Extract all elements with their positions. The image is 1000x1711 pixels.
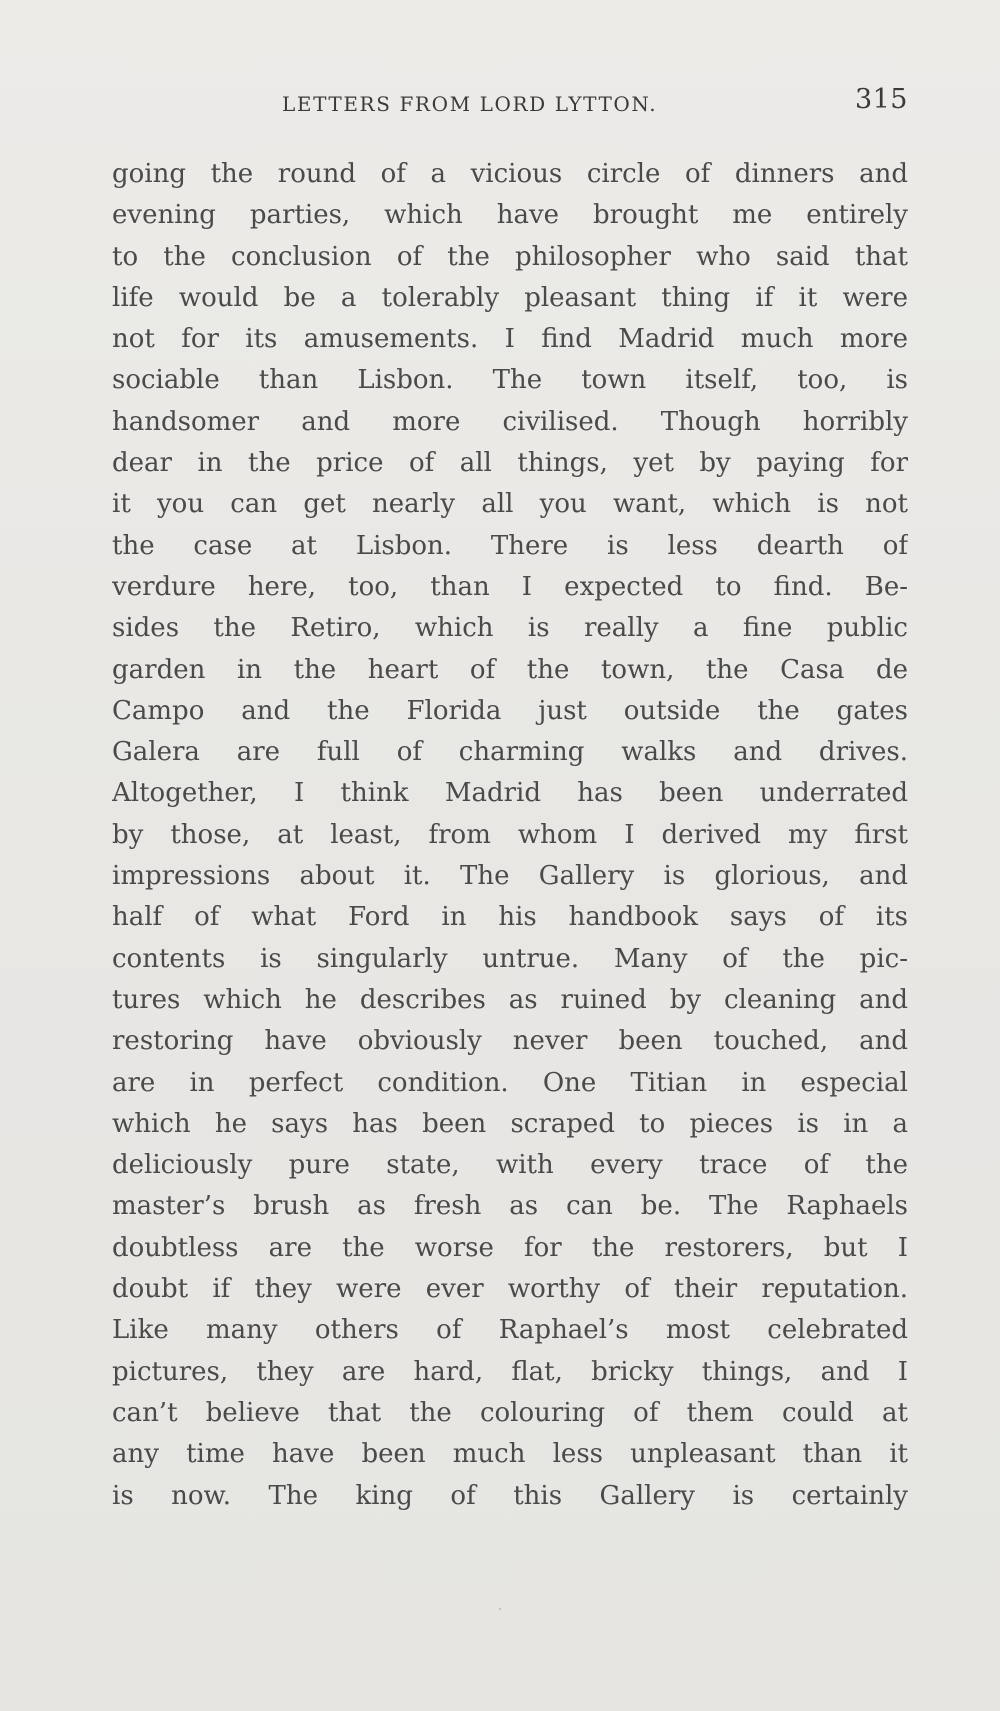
body-text (112, 154, 908, 1517)
text-line: which he says has been scraped to pieces is in a (112, 1108, 908, 1139)
text-line: impressions about it. The Gallery is glorious, and (112, 861, 908, 892)
running-title: LETTERS FROM LORD LYTTON. (282, 92, 658, 116)
text-line: Campo and the Florida just outside the gates (112, 695, 908, 726)
text-line: dear in the price of all things, yet by paying for (112, 448, 908, 479)
text-line: garden in the heart of the town, the Casa de (112, 654, 908, 685)
text-line: doubt if they were ever worthy of their reputation. (112, 1274, 908, 1305)
text-line: sociable than Lisbon. The town itself, too, is (112, 365, 908, 396)
text-line: the case at Lisbon. There is less dearth of (112, 530, 908, 561)
paper-speck (499, 1608, 501, 1610)
page-number: 315 (854, 84, 908, 115)
text-line: Altogether, I think Madrid has been underrated (112, 778, 908, 809)
text-line: handsomer and more civilised. Though horribly (112, 406, 908, 437)
text-line: are in perfect condition. One Titian in especial (112, 1067, 908, 1098)
text-line: by those, at least, from whom I derived my first (112, 819, 908, 850)
text-line: verdure here, too, than I expected to find. Be- (112, 571, 908, 602)
text-line: half of what Ford in his handbook says of its (112, 902, 908, 933)
text-line: can’t believe that the colouring of them could at (112, 1397, 908, 1428)
text-line: any time have been much less unpleasant than it (112, 1439, 908, 1470)
text-line: doubtless are the worse for the restorers, but I (112, 1232, 908, 1263)
text-line: to the conclusion of the philosopher who said that (112, 241, 908, 272)
text-line: Like many others of Raphael’s most celebrated (112, 1315, 908, 1346)
text-line: it you can get nearly all you want, which is not (112, 489, 908, 520)
text-line: sides the Retiro, which is really a fine public (112, 613, 908, 644)
text-line: going the round of a vicious circle of dinners and (112, 159, 908, 189)
text-line: master’s brush as fresh as can be. The Raphaels (112, 1191, 908, 1222)
text-line: Galera are full of charming walks and drives. (112, 737, 908, 768)
text-line: contents is singularly untrue. Many of the pic- (112, 943, 908, 974)
text-line: restoring have obviously never been touched, and (112, 1026, 908, 1057)
text-line: is now. The king of this Gallery is certainly (112, 1480, 908, 1511)
text-line: deliciously pure state, with every trace of the (112, 1150, 908, 1181)
text-line: life would be a tolerably pleasant thing if it were (112, 282, 908, 313)
text-line: evening parties, which have brought me entirely (112, 200, 908, 231)
text-line: not for its amusements. I find Madrid much more (112, 324, 908, 355)
text-line: tures which he describes as ruined by cleaning and (112, 984, 908, 1015)
text-line: pictures, they are hard, flat, bricky things, and I (112, 1356, 908, 1387)
running-head (112, 84, 908, 124)
